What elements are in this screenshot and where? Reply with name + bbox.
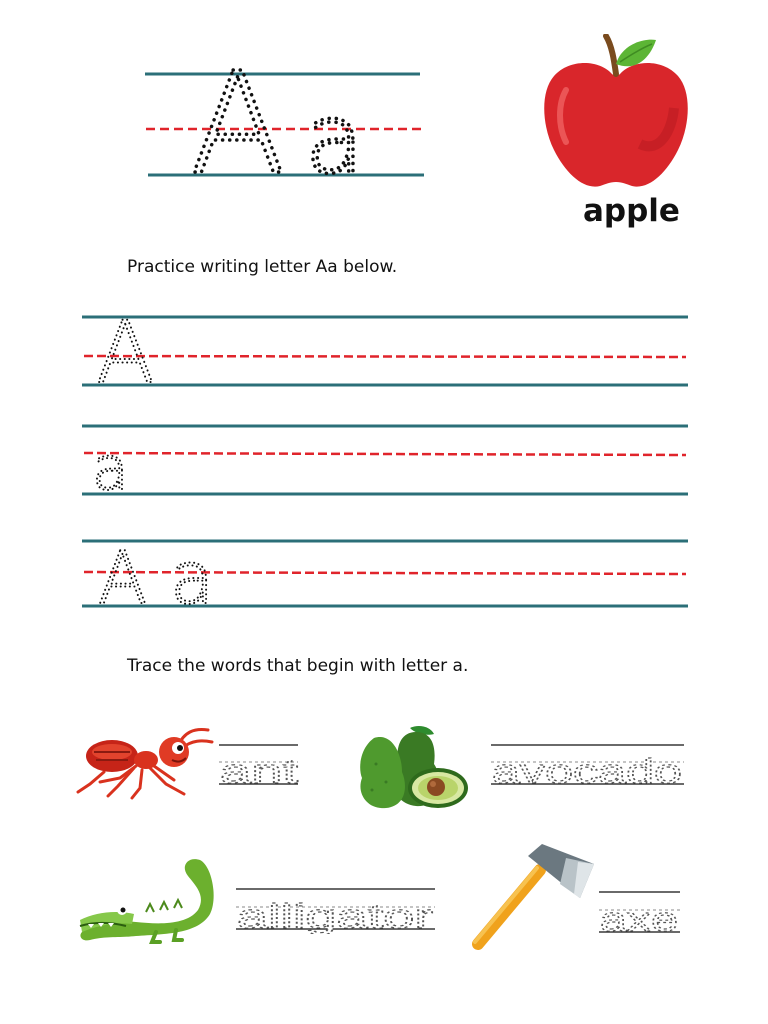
word-axe-text: axe xyxy=(600,901,678,937)
picture-word: apple xyxy=(583,193,680,229)
alligator-icon xyxy=(76,852,216,947)
word-alligator-text: alligator xyxy=(237,898,433,934)
practice-row-1[interactable] xyxy=(0,300,768,400)
practice-trace-2: a xyxy=(92,434,129,504)
word-avocado[interactable] xyxy=(488,738,688,788)
practice-instruction: Practice writing letter Aa below. xyxy=(127,257,398,277)
practice-row-3[interactable] xyxy=(0,525,768,625)
trace-instruction: Trace the words that begin with letter a. xyxy=(127,656,469,676)
word-ant-text: ant xyxy=(220,753,299,788)
ant-icon xyxy=(74,722,214,802)
practice-trace-1: A xyxy=(96,303,155,400)
word-alligator[interactable] xyxy=(233,882,439,934)
word-avocado-text: avocado xyxy=(492,753,682,788)
avocado-icon xyxy=(358,724,470,814)
axe-icon xyxy=(470,840,598,952)
practice-trace-3: A a xyxy=(98,536,215,620)
header-letter-upper: A xyxy=(190,43,286,206)
header-letter-lower: a xyxy=(305,83,364,195)
word-axe[interactable] xyxy=(596,885,684,937)
practice-row-2[interactable] xyxy=(0,410,768,510)
apple-icon xyxy=(540,34,692,192)
word-ant[interactable] xyxy=(216,738,302,788)
